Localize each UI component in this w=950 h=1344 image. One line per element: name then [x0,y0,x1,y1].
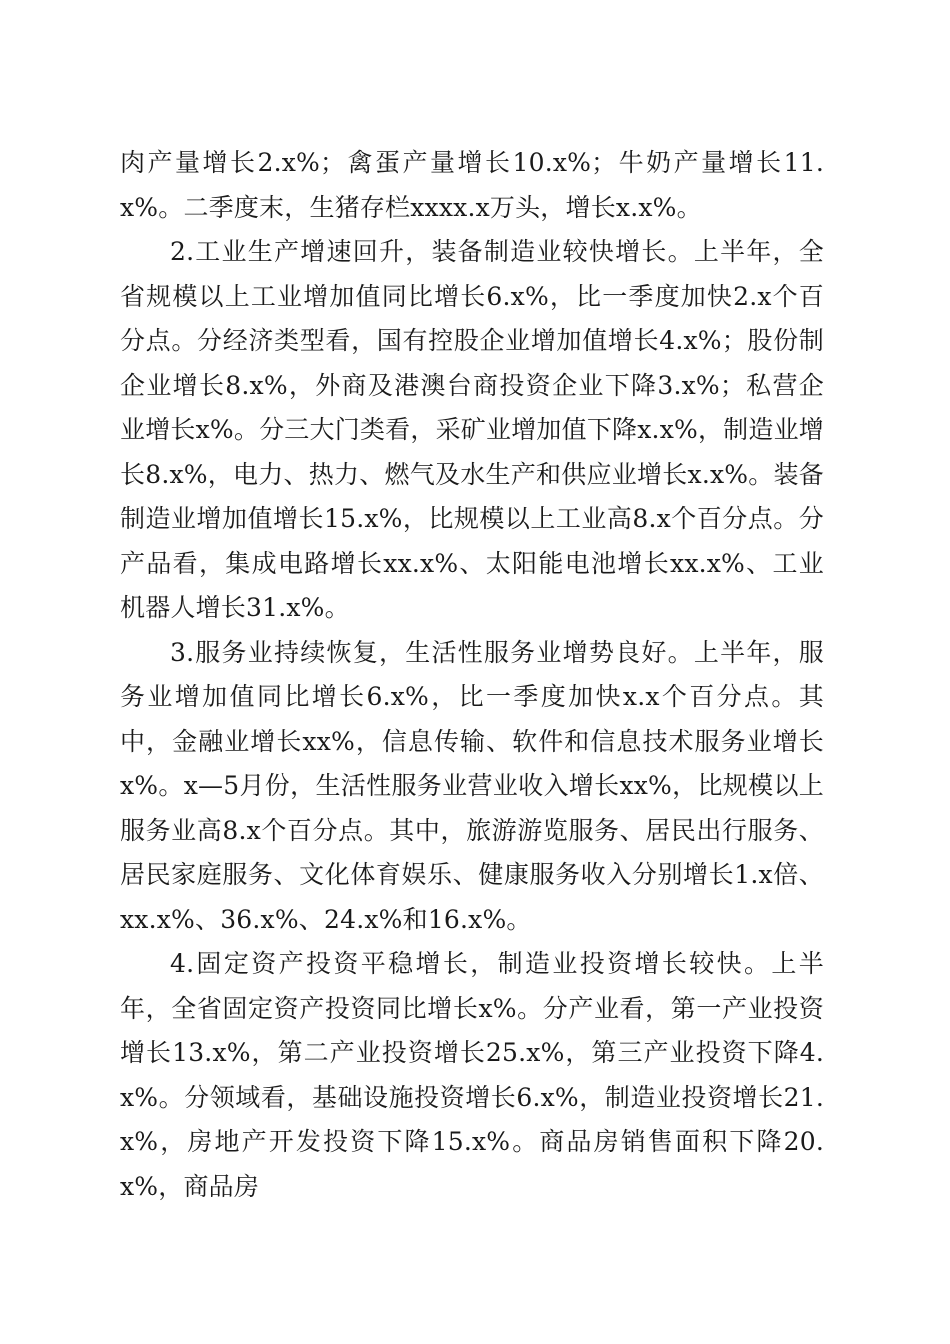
paragraph-livestock-output: 肉产量增长2.x%；禽蛋产量增长10.x%；牛奶产量增长11.x%。二季度末，生猪存栏xxxx.x万头，增长x.x%。 [120,148,824,222]
paragraph-industrial-production: 2.工业生产增速回升，装备制造业较快增长。上半年，全省规模以上工业增加值同比增长6.x%，比一季度加快2.x个百分点。分经济类型看，国有控股企业增加值增长4.x%；股份制企业增长8.x%，外商及港澳台商投资企业下降3.x%；私营企业增长x%。分三大门类看，采矿业增加值下降x.x%，制造业增长8.x%，电力、热力、燃气及水生产和供应业增长x.x%。装备制造业增加值增长15.x%，比规模以上工业高8.x个百分点。分产品看，集成电路增长xx.x%、太阳能电池增长xx.x%、工业机器人增长31.x%。 [120,237,824,622]
document-body [120,141,824,1209]
paragraph-fixed-asset-investment: 4.固定资产投资平稳增长，制造业投资增长较快。上半年，全省固定资产投资同比增长x%。分产业看，第一产业投资增长13.x%，第二产业投资增长25.x%，第三产业投资下降4.x%。分领域看，基础设施投资增长6.x%，制造业投资增长21.x%，房地产开发投资下降15.x%。商品房销售面积下降20.x%，商品房 [120,949,824,1201]
paragraph-service-industry: 3.服务业持续恢复，生活性服务业增势良好。上半年，服务业增加值同比增长6.x%，比一季度加快x.x个百分点。其中，金融业增长xx%，信息传输、软件和信息技术服务业增长x%。x—5月份，生活性服务业营业收入增长xx%，比规模以上服务业高8.x个百分点。其中，旅游游览服务、居民出行服务、居民家庭服务、文化体育娱乐、健康服务收入分别增长1.x倍、xx.x%、36.x%、24.x%和16.x%。 [120,637,824,934]
